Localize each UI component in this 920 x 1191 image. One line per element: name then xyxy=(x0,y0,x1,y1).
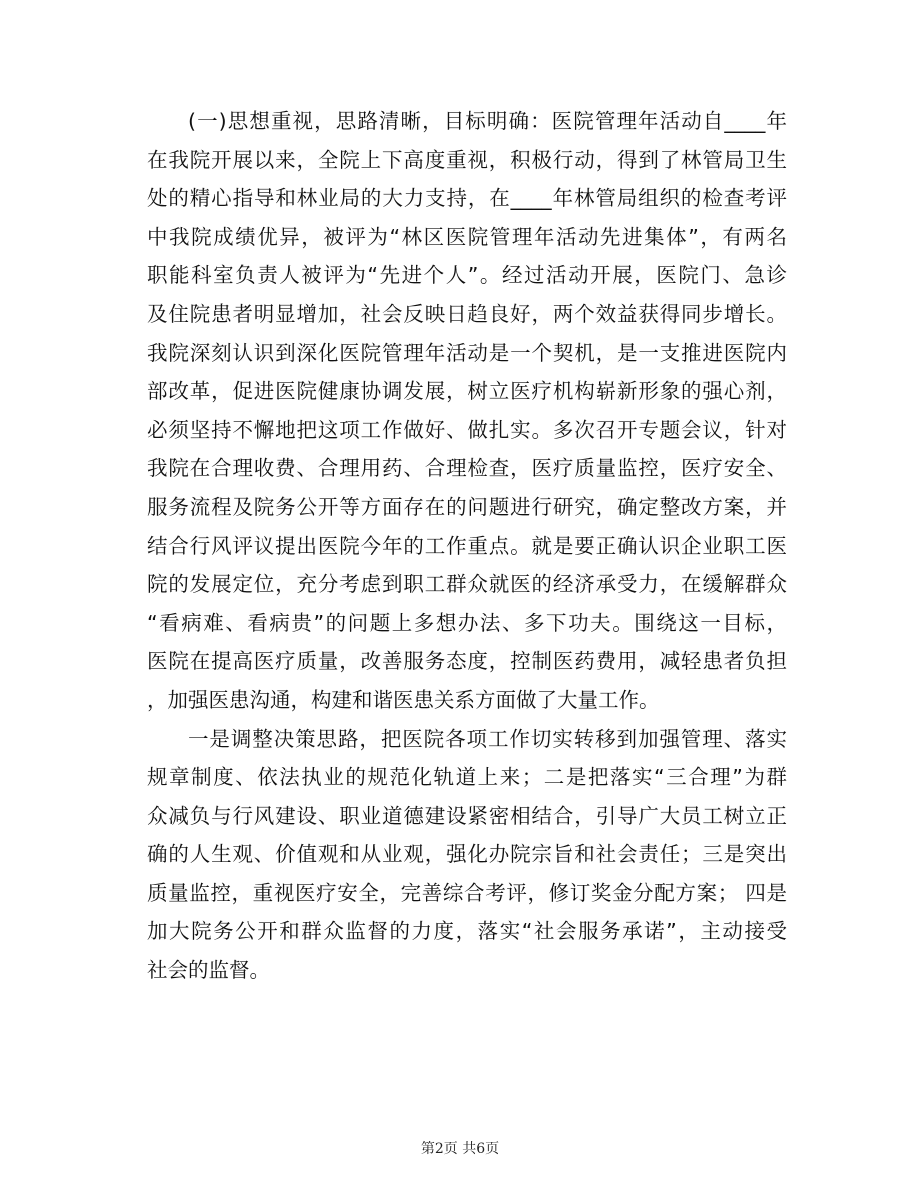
text-line: 众减负与行风建设、职业道德建设紧密相结合，引导广大员工树立正 xyxy=(147,803,787,828)
text-line: 职能科室负责人被评为“先进个人”。经过活动开展，医院门、急诊 xyxy=(147,263,787,288)
text-line: 一是调整决策思路，把医院各项工作切实转移到加强管理、落实 xyxy=(188,726,787,751)
text-line: 我院在合理收费、合理用药、合理检查，医疗质量监控，医疗安全、 xyxy=(147,456,787,481)
text-line: 我院深刻认识到深化医院管理年活动是一个契机，是一支推进医院内 xyxy=(147,340,787,365)
text-line: 质量监控，重视医疗安全，完善综合考评，修订奖金分配方案； 四是 xyxy=(147,880,787,905)
text-line: 必须坚持不懈地把这项工作做好、做扎实。多次召开专题会议，针对 xyxy=(147,417,787,442)
text-line: (一)思想重视，思路清晰，目标明确：医院管理年活动自____年 xyxy=(188,109,787,133)
document-body xyxy=(147,102,787,990)
text-line: 中我院成绩优异，被评为“林区医院管理年活动先进集体”，有两名 xyxy=(147,224,787,249)
text-line: 社会的监督。 xyxy=(147,958,270,983)
text-line: 规章制度、依法执业的规范化轨道上来；二是把落实“三合理”为群 xyxy=(147,765,787,790)
text-line: “看病难、看病贵”的问题上多想办法、多下功夫。围绕这一目标， xyxy=(147,610,787,635)
paragraph-1 xyxy=(147,102,787,720)
text-line: 处的精心指导和林业局的大力支持，在____年林管局组织的检查考评 xyxy=(147,186,787,211)
text-line: 部改革，促进医院健康协调发展，树立医疗机构崭新形象的强心剂， xyxy=(147,379,787,404)
text-line: 服务流程及院务公开等方面存在的问题进行研究，确定整改方案，并 xyxy=(147,494,787,519)
text-line: ，加强医患沟通，构建和谐医患关系方面做了大量工作。 xyxy=(147,687,660,712)
text-line: 及住院患者明显增加，社会反映日趋良好，两个效益获得同步增长。 xyxy=(147,301,787,326)
text-line: 院的发展定位，充分考虑到职工群众就医的经济承受力，在缓解群众 xyxy=(147,572,787,597)
text-line: 确的人生观、价值观和从业观，强化办院宗旨和社会责任；三是突出 xyxy=(147,842,787,867)
page-number: 第2页 共6页 xyxy=(420,1141,500,1157)
text-line: 加大院务公开和群众监督的力度，落实“社会服务承诺”，主动接受 xyxy=(147,919,787,944)
text-line: 在我院开展以来，全院上下高度重视，积极行动，得到了林管局卫生 xyxy=(147,147,787,172)
paragraph-2 xyxy=(147,720,787,990)
text-line: 医院在提高医疗质量，改善服务态度，控制医药费用，减轻患者负担 xyxy=(147,649,787,674)
text-line: 结合行风评议提出医院今年的工作重点。就是要正确认识企业职工医 xyxy=(147,533,787,558)
